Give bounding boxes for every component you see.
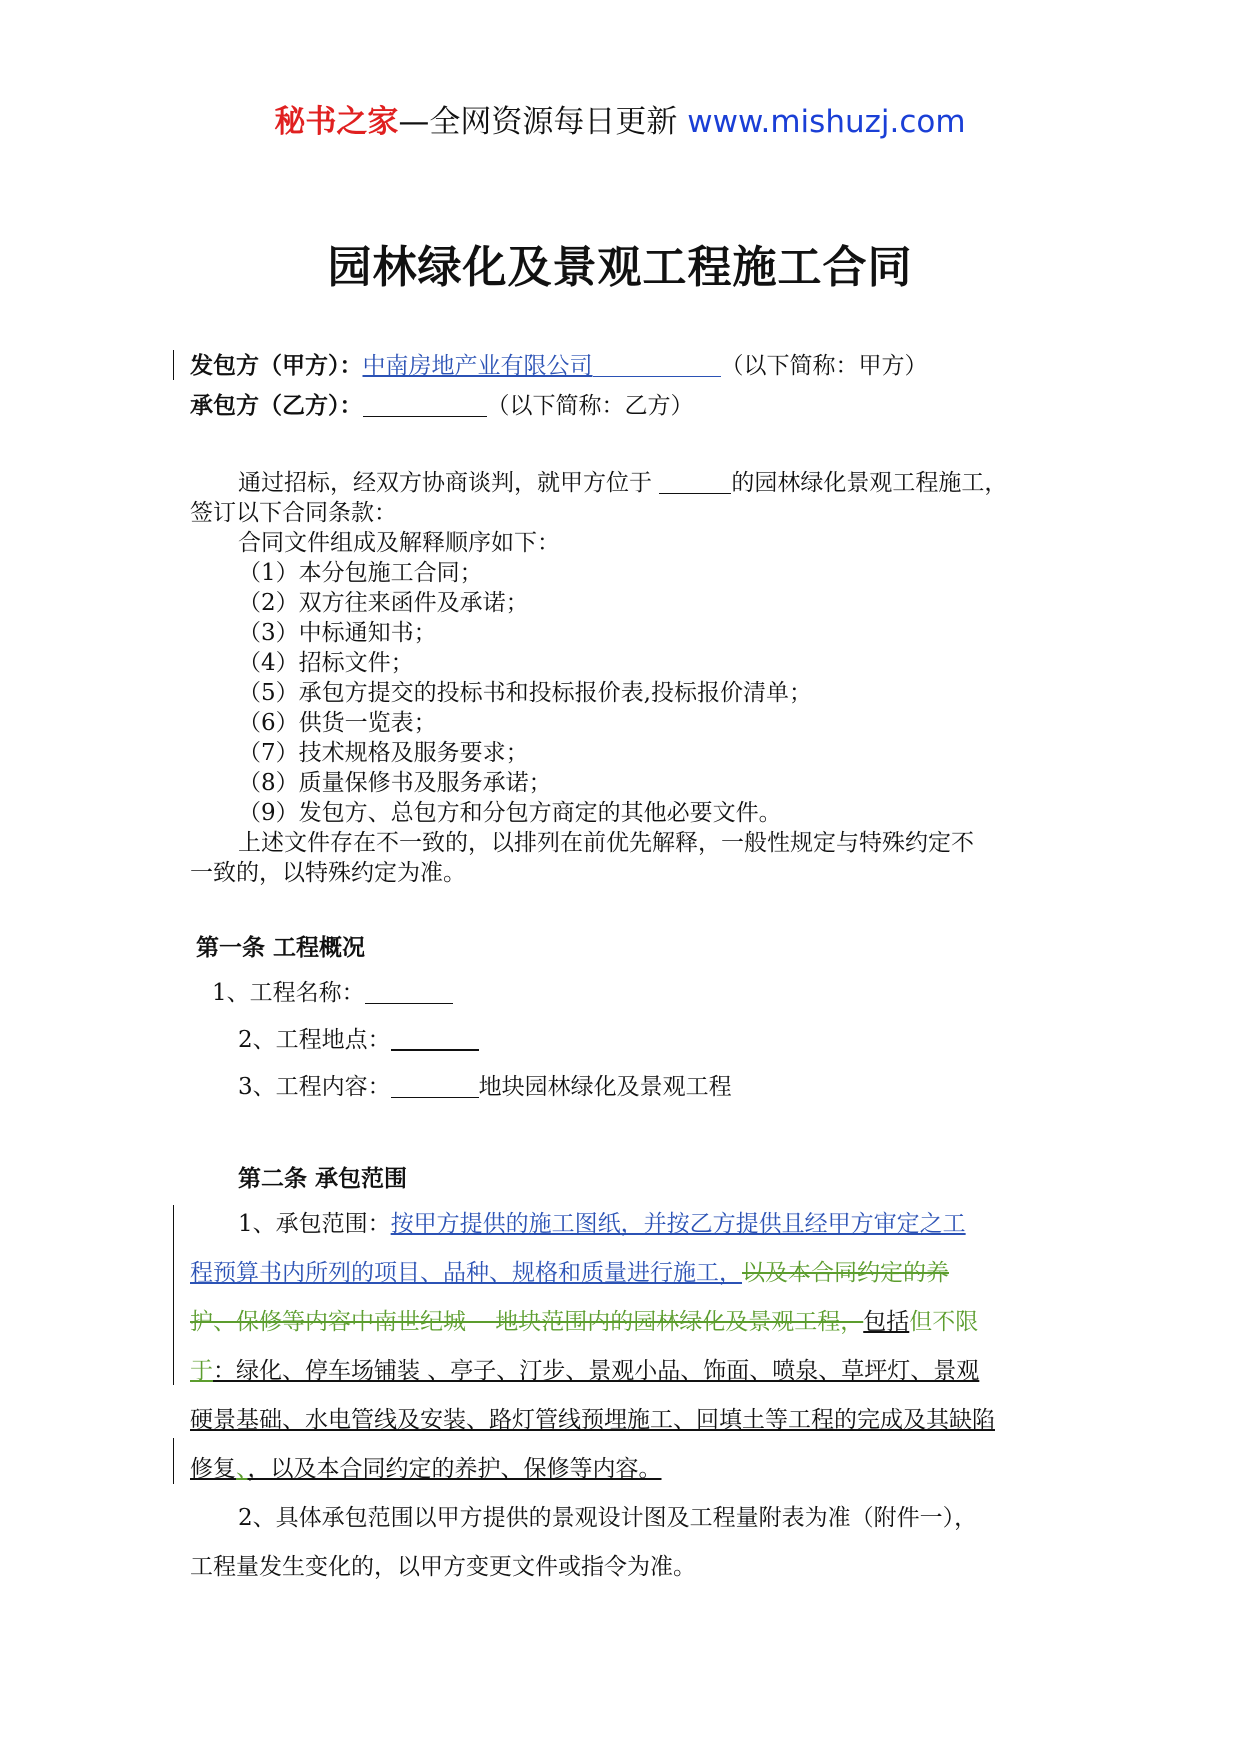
project-name-line — [212, 977, 453, 1009]
doc-item: （4）招标文件； — [238, 650, 414, 676]
article-1-heading: 第一条 工程概况 — [196, 934, 366, 961]
site-banner — [0, 100, 1240, 144]
project-location-blank — [391, 1025, 479, 1051]
scope-detail-line-2: 工程量发生变化的，以甲方变更文件或指令为准。 — [190, 1554, 696, 1580]
scope-text-blue: 程预算书内所列的项目、品种、规格和质量进行施工， — [190, 1260, 742, 1286]
scope-detail-line-1: 2、具体承包范围以甲方提供的景观设计图及工程量附表为准（附件一）， — [238, 1505, 978, 1531]
project-name-label: 1、工程名称： — [212, 980, 365, 1006]
doc-item: （9）发包方、总包方和分包方商定的其他必要文件。 — [238, 800, 782, 826]
scope-line-6 — [190, 1453, 662, 1485]
scope-text-inserted: 修复 — [190, 1456, 236, 1482]
doc-item: （2）双方往来函件及承诺； — [238, 590, 529, 616]
intro-text-b: 的园林绿化景观工程施工， — [731, 470, 1008, 496]
doc-item: （6）供货一览表； — [238, 710, 437, 736]
doc-item: （5）承包方提交的投标书和投标报价表,投标报价清单； — [238, 680, 812, 706]
scope-text-green: 、 — [236, 1456, 248, 1482]
scope-text-green: 于 — [190, 1358, 213, 1384]
scope-line-3 — [190, 1306, 978, 1338]
scope-text-deleted: 以及本合同约定的养 — [742, 1260, 949, 1286]
article-2-heading: 第二条 承包范围 — [238, 1165, 408, 1192]
scope-line-4 — [190, 1355, 979, 1387]
party-b-blank — [363, 392, 487, 417]
site-url-link[interactable]: www.mishuzj.com — [687, 104, 966, 140]
revision-bar — [173, 350, 174, 380]
party-a-abbr: （以下简称：甲方） — [720, 353, 928, 379]
docs-heading: 合同文件组成及解释顺序如下： — [238, 530, 560, 556]
project-content-label: 3、工程内容： — [238, 1074, 391, 1100]
party-a-blank — [593, 352, 721, 377]
doc-item: （3）中标通知书； — [238, 620, 437, 646]
doc-item: （8）质量保修书及服务承诺； — [238, 770, 552, 796]
scope-text-deleted: 护、保修等内容中南世纪城 地块范围内的园林绿化及景观工程， — [190, 1309, 864, 1335]
brand-name: 秘书之家 — [274, 104, 399, 140]
project-name-blank — [365, 979, 453, 1004]
party-b-label: 承包方（乙方）： — [190, 392, 363, 419]
project-location-label: 2、工程地点： — [238, 1027, 391, 1053]
project-content-line — [238, 1071, 732, 1103]
scope-line-5: 硬景基础、水电管线及安装、路灯管线预埋施工、回填土等工程的完成及其缺陷 — [190, 1407, 995, 1433]
scope-text-inserted: ，以及本合同约定的养护、保修等内容。 — [247, 1456, 662, 1482]
party-a-label: 发包方（甲方）： — [190, 352, 363, 379]
scope-text-green: 但不限 — [909, 1309, 979, 1335]
party-a-line — [190, 350, 928, 382]
party-a-name: 中南房地产业有限公司 — [362, 353, 593, 379]
party-b-line — [190, 390, 694, 422]
scope-text-inserted: 包括 — [863, 1309, 910, 1335]
project-content-suffix: 地块园林绿化及景观工程 — [478, 1074, 732, 1100]
doc-item: （7）技术规格及服务要求； — [238, 740, 529, 766]
scope-line-1 — [238, 1208, 966, 1240]
precedence-line-2: 一致的，以特殊约定为准。 — [190, 860, 466, 886]
scope-text-inserted: ：绿化、停车场铺装 、亭子、汀步、景观小品、饰面、喷泉、草坪灯、景观 — [213, 1358, 980, 1384]
precedence-line-1: 上述文件存在不一致的，以排列在前优先解释，一般性规定与特殊约定不 — [238, 830, 974, 856]
scope-line-2 — [190, 1257, 949, 1289]
intro-line-1 — [238, 467, 1007, 499]
intro-line-2: 签订以下合同条款： — [190, 500, 397, 526]
banner-slogan: —全网资源每日更新 — [398, 104, 678, 140]
project-content-blank — [391, 1073, 479, 1098]
intro-text-a: 通过招标，经双方协商谈判，就甲方位于 — [238, 470, 652, 496]
location-blank — [659, 469, 731, 494]
doc-item: （1）本分包施工合同； — [238, 560, 483, 586]
project-location-line — [238, 1024, 479, 1056]
party-b-abbr: （以下简称：乙方） — [486, 393, 694, 419]
scope-text-blue: 按甲方提供的施工图纸，并按乙方提供且经甲方审定之工 — [390, 1211, 966, 1237]
revision-bar — [173, 1205, 174, 1385]
revision-bar — [173, 1438, 174, 1484]
scope-label: 1、承包范围： — [238, 1211, 391, 1237]
document-title: 园林绿化及景观工程施工合同 — [327, 242, 913, 293]
